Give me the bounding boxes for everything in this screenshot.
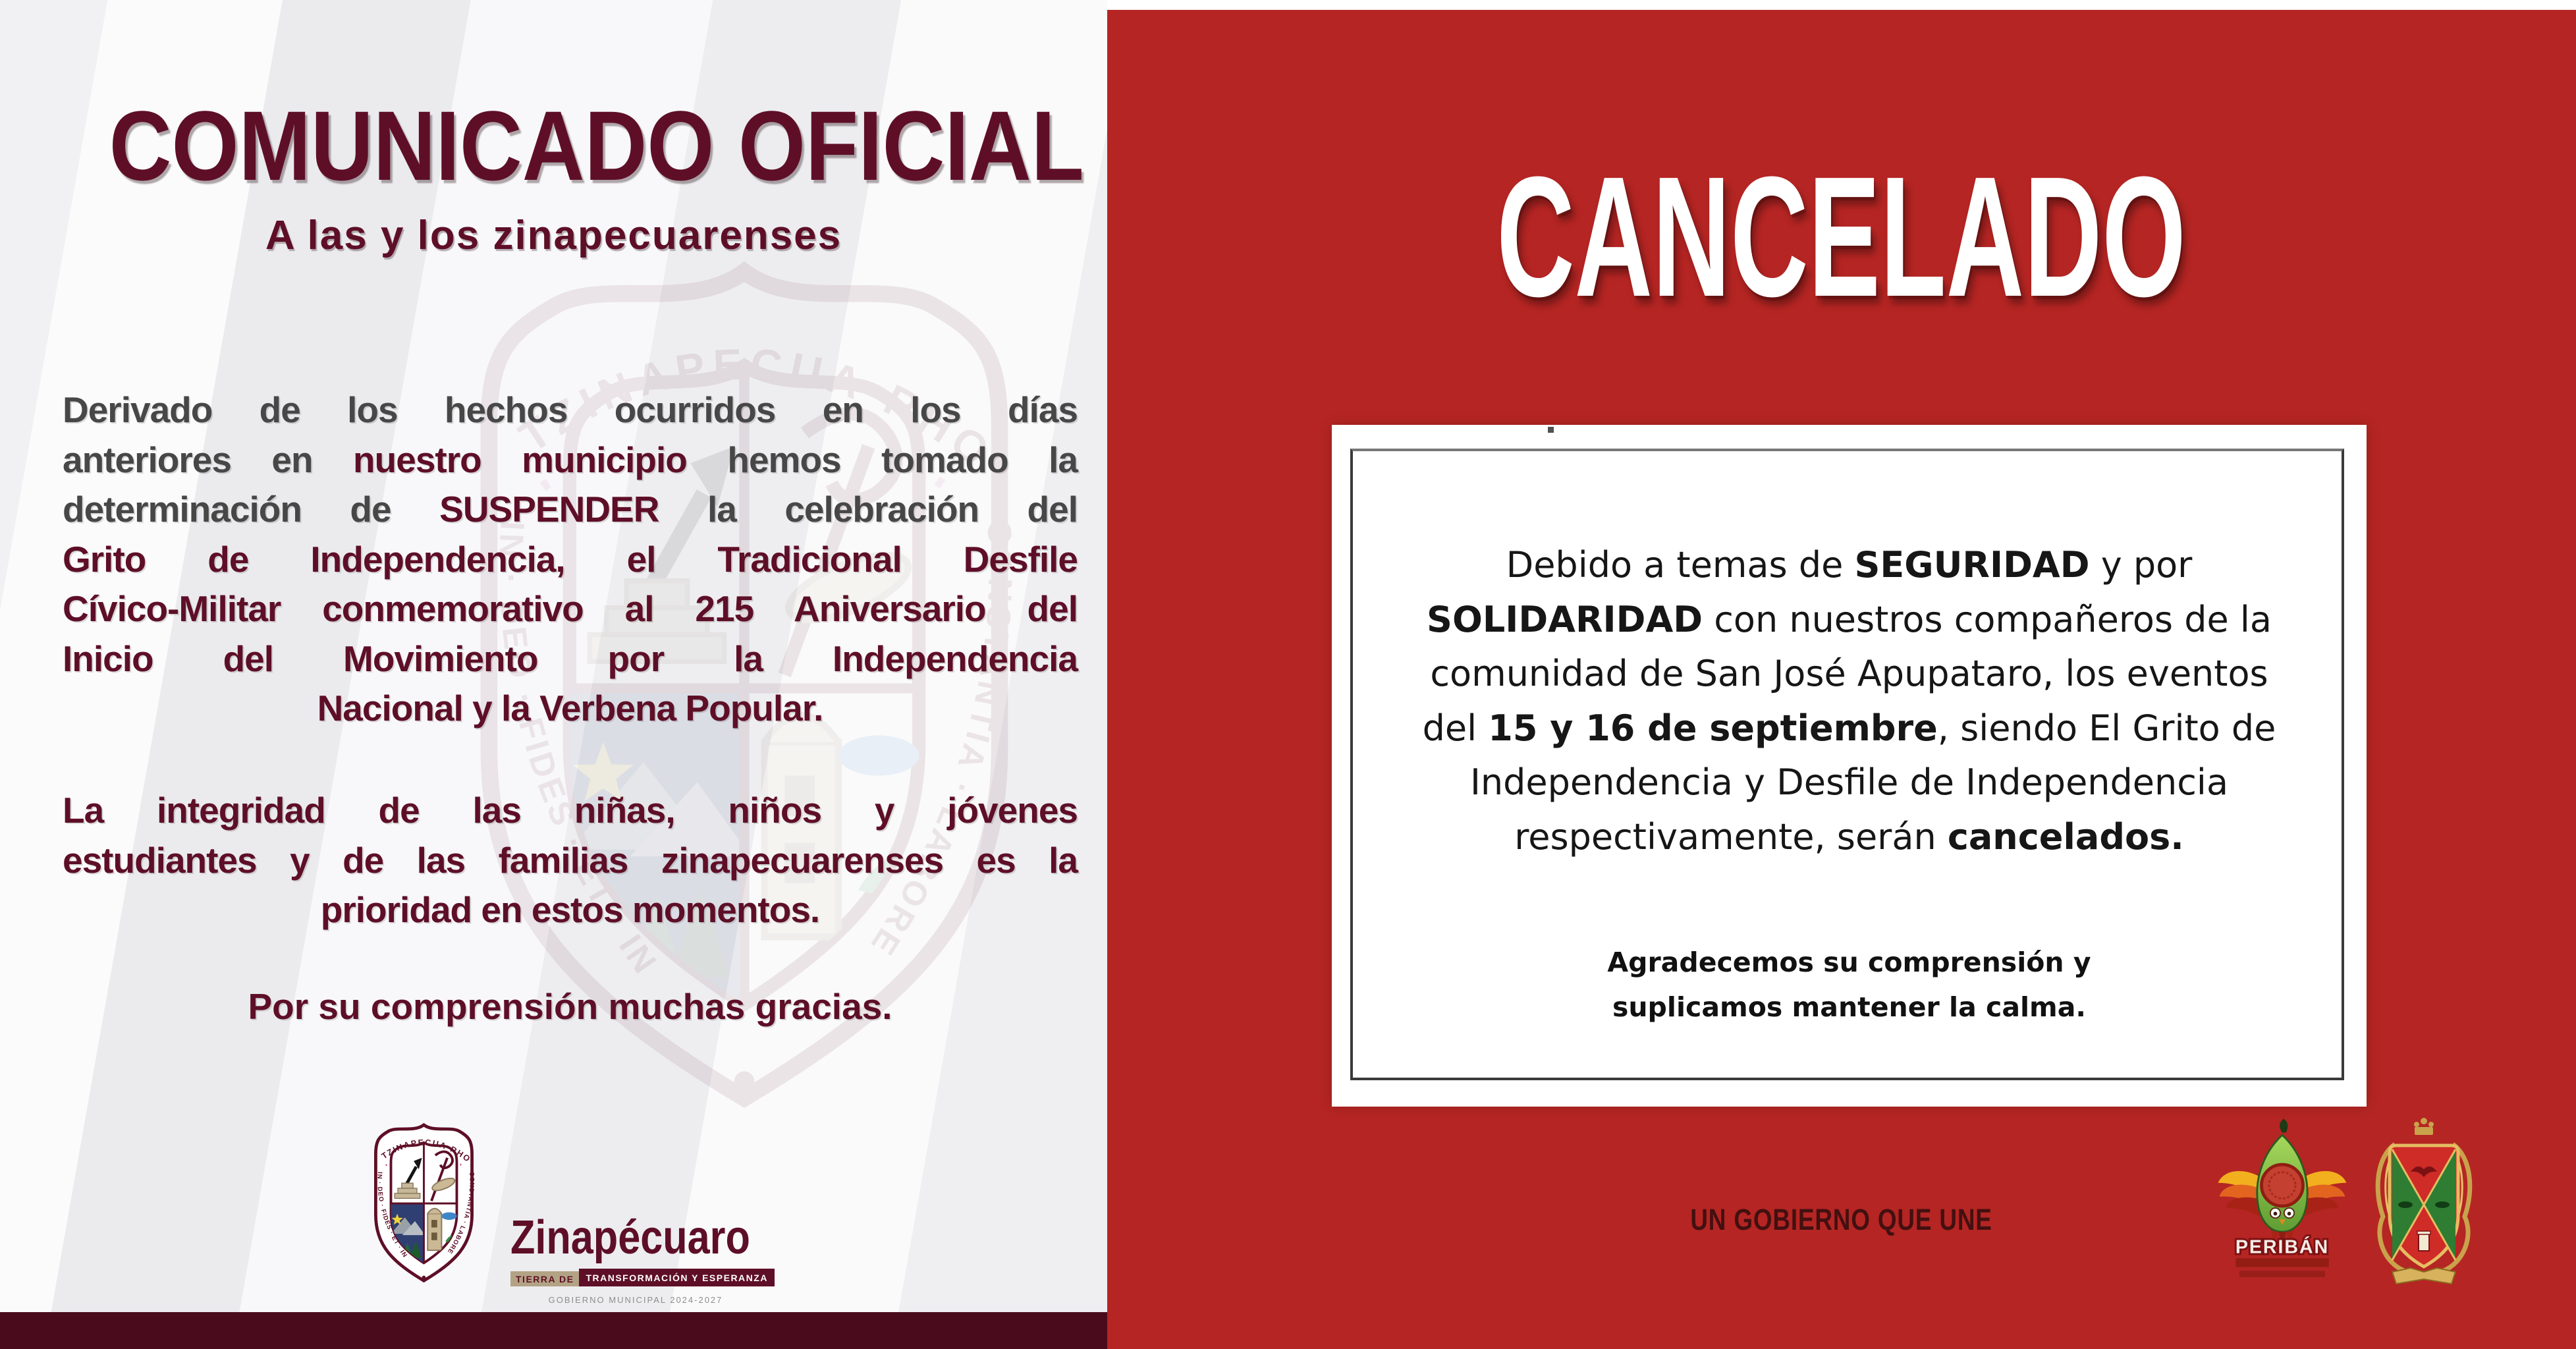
card-note [1365, 940, 2334, 1030]
card-l2-emphasis: SOLIDARIDAD [1427, 598, 1703, 640]
paragraph-1 [63, 385, 1078, 734]
page-title [40, 90, 1084, 201]
ribbon-icon [2392, 1268, 2455, 1284]
page-subtitle: A las y los zinapecuarenses [265, 213, 842, 258]
periban-coat-of-arms [2358, 1116, 2490, 1291]
p1-l2-text: anteriores en [63, 439, 354, 480]
government-line: GOBIERNO MUNICIPAL 2024-2027 [548, 1295, 723, 1305]
card-line-2 [1365, 593, 2334, 647]
zinapecuaro-wordmark: Zinapécuaro [510, 1211, 750, 1264]
p1-line-7: Nacional y la Verbena Popular. [317, 688, 823, 729]
government-slogan [1107, 1203, 2576, 1237]
zinapecuaro-crest-logo [353, 1121, 495, 1286]
card-l4-emphasis: 15 y 16 de septiembre [1488, 707, 1938, 749]
p1-l3-emphasis: SUSPENDER [439, 489, 659, 530]
p2-line-3: prioridad en estos momentos. [320, 889, 820, 930]
card-l6-text: respectivamente, serán [1514, 815, 1948, 858]
zinapecuaro-wordmark-wrap [510, 1211, 774, 1263]
p1-line-6: Inicio del Movimiento por la Independencia [63, 638, 1078, 679]
card-l4-text2: , siendo El Grito de [1937, 707, 2276, 749]
tagline-main: TRANSFORMACIÓN Y ESPERANZA [579, 1269, 775, 1286]
government-slogan-text: UN GOBIERNO QUE UNE [1690, 1203, 1993, 1236]
p2-line-1: La integridad de las niñas, niños y jóvenes [63, 790, 1078, 831]
card-l6-emphasis: cancelados. [1947, 815, 2184, 858]
avocado-stem-icon [2280, 1118, 2288, 1132]
tagline-row [510, 1269, 775, 1286]
zinapecuaro-panel [0, 0, 1107, 1349]
avocado-pit-icon [2262, 1165, 2303, 1206]
cancelled-banner-text: CANCELADO [1496, 142, 2187, 333]
card-l1-text: Debido a temas de [1506, 544, 1855, 586]
card-line-3: comunidad de San José Apupataro, los eventos [1430, 653, 2268, 694]
p1-l2-text2: hemos tomado la [686, 439, 1078, 480]
card-line-6 [1365, 810, 2334, 865]
card-l2-text: con nuestros compañeros de la [1703, 598, 2272, 640]
p2-line-2: estudiantes y de las familias zinapecuarenses es la [63, 839, 1078, 881]
p1-l3-text2: la celebración del [659, 489, 1078, 530]
p1-line-2 [63, 435, 1078, 485]
card-text [1365, 538, 2334, 864]
p1-line-1: Derivado de los hechos ocurridos en los días [63, 389, 1078, 430]
paragraph-2 [63, 786, 1078, 935]
p1-l2-emphasis: nuestro municipio [353, 439, 687, 480]
bottom-maroon-bar [0, 1312, 1107, 1349]
page-title-text: COMUNICADO OFICIAL [109, 90, 1084, 201]
card-l4-text: del [1422, 707, 1489, 749]
card-line-1 [1365, 538, 2334, 593]
crown-icon [2415, 1127, 2433, 1135]
card-speck [1548, 427, 1554, 433]
cancelled-banner [1107, 142, 2576, 333]
card-line-4 [1365, 702, 2334, 756]
p1-line-3 [63, 485, 1078, 535]
periban-logo [2213, 1108, 2351, 1306]
card-l1-text2: y por [2089, 544, 2193, 586]
card-note-line-1: Agradecemos su comprensión y [1607, 947, 2091, 978]
paragraph-3: Por su comprensión muchas gracias. [248, 986, 892, 1027]
p1-line-4: Grito de Independencia, el Tradicional Desfile [63, 538, 1078, 580]
card-l1-emphasis: SEGURIDAD [1854, 544, 2090, 586]
card-line-5: Independencia y Desfile de Independencia [1469, 761, 2229, 803]
tower-icon [2419, 1234, 2429, 1251]
tagline-prefix: TIERRA DE [510, 1271, 579, 1286]
periban-label: PERIBÁN [2235, 1236, 2330, 1258]
card-note-line-2: suplicamos mantener la calma. [1612, 991, 2087, 1023]
p1-line-5: Cívico-Militar conmemorativo al 215 Aniversario del [63, 588, 1078, 629]
p1-l3-text: determinación de [63, 489, 440, 530]
notice-card [1332, 425, 2367, 1107]
